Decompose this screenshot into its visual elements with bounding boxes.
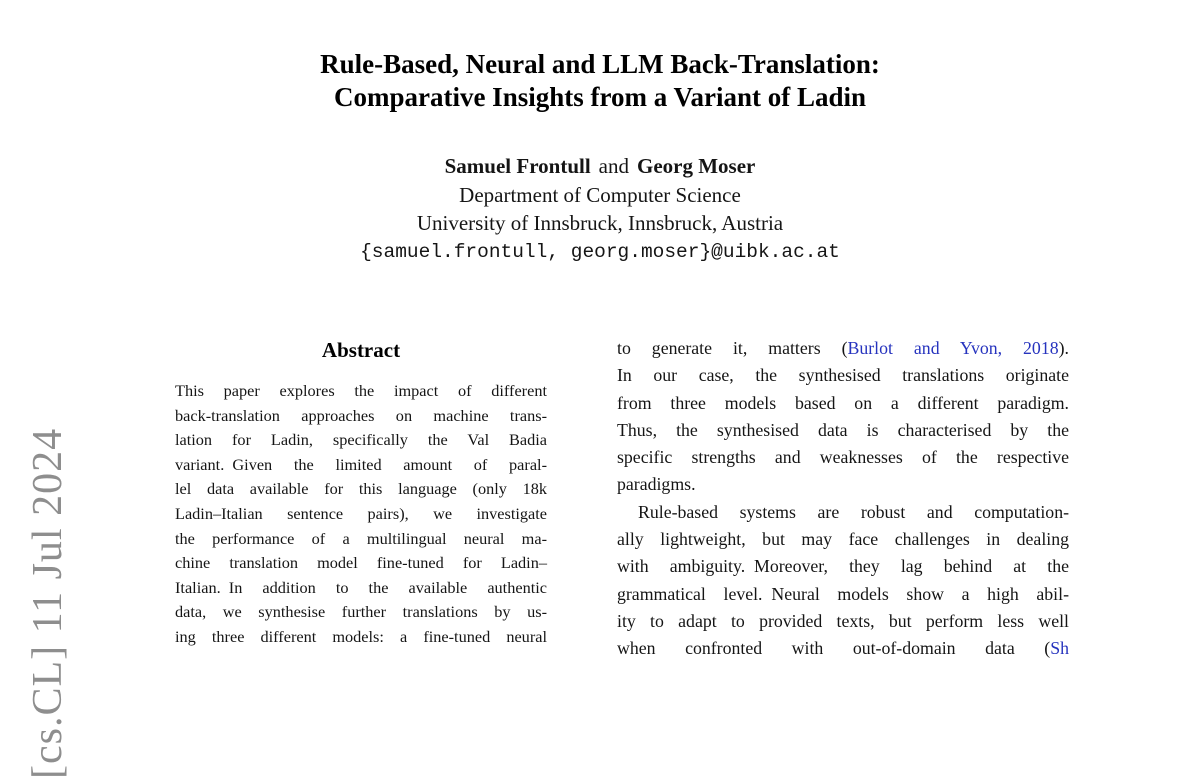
abstract-body bbox=[175, 379, 547, 650]
author-block bbox=[0, 152, 1200, 267]
author-name-1: Samuel Frontull bbox=[444, 154, 591, 178]
body-line bbox=[617, 335, 1069, 362]
body-line: Rule-based systems are robust and computation- bbox=[638, 501, 1069, 522]
arxiv-watermark: [cs.CL] 11 Jul 2024 bbox=[25, 427, 71, 779]
and-separator: and bbox=[598, 154, 629, 178]
body-line: grammatical level. Neural models show a high abil- bbox=[617, 583, 1069, 604]
abstract-line: This paper explores the impact of different bbox=[175, 381, 547, 400]
body-line: from three models based on a different paradigm. bbox=[617, 392, 1069, 413]
body-line: Thus, the synthesised data is characterised by the bbox=[617, 419, 1069, 440]
body-line: ally lightweight, but may face challenges in dealing bbox=[617, 529, 1069, 550]
paper-title-line-1: Rule-Based, Neural and LLM Back-Translation: bbox=[320, 49, 880, 79]
body-line bbox=[617, 635, 1069, 662]
affiliation-department: Department of Computer Science bbox=[459, 182, 741, 207]
abstract-line: lel data available for this language (only 18k bbox=[175, 479, 547, 499]
abstract-line: data, we synthesise further translations by us- bbox=[175, 602, 547, 622]
abstract-line: chine translation model fine-tuned for Ladin– bbox=[175, 553, 547, 573]
body-line: specific strengths and weaknesses of the respective bbox=[617, 447, 1069, 468]
abstract-heading: Abstract bbox=[321, 338, 401, 362]
abstract-line: back-translation approaches on machine trans- bbox=[175, 405, 547, 425]
body-line: ity to adapt to provided texts, but perform less well bbox=[617, 610, 1069, 631]
body-line: with ambiguity. Moreover, they lag behind at the bbox=[617, 556, 1069, 577]
author-emails: {samuel.frontull, georg.moser}@uibk.ac.at bbox=[360, 241, 840, 264]
abstract-line: lation for Ladin, specifically the Val Badia bbox=[175, 430, 547, 450]
abstract-line: variant. Given the limited amount of paral- bbox=[175, 454, 547, 474]
abstract-line: Ladin–Italian sentence pairs), we investigate bbox=[175, 503, 547, 523]
abstract-line: ing three different models: a fine-tuned neural bbox=[175, 626, 547, 646]
paper-title bbox=[0, 48, 1200, 114]
body-text: ). bbox=[1058, 338, 1069, 358]
body-right-column bbox=[617, 335, 1069, 663]
author-names bbox=[0, 152, 1200, 181]
citation-link[interactable]: Sh bbox=[1050, 638, 1069, 659]
body-text: to generate it, matters ( bbox=[617, 338, 848, 358]
abstract-line: the performance of a multilingual neural ma- bbox=[175, 528, 547, 548]
body-line: In our case, the synthesised translations originate bbox=[617, 365, 1069, 386]
citation-link[interactable]: Burlot and Yvon, 2018 bbox=[847, 338, 1059, 358]
abstract-line: Italian. In addition to the available authentic bbox=[175, 577, 547, 597]
author-name-2: Georg Moser bbox=[637, 154, 756, 178]
affiliation-university: University of Innsbruck, Innsbruck, Austria bbox=[416, 211, 784, 236]
body-text: when confronted with out-of-domain data ( bbox=[617, 638, 1051, 659]
body-line: paradigms. bbox=[617, 474, 696, 495]
paper-title-line-2: Comparative Insights from a Variant of Ladin bbox=[333, 82, 867, 112]
